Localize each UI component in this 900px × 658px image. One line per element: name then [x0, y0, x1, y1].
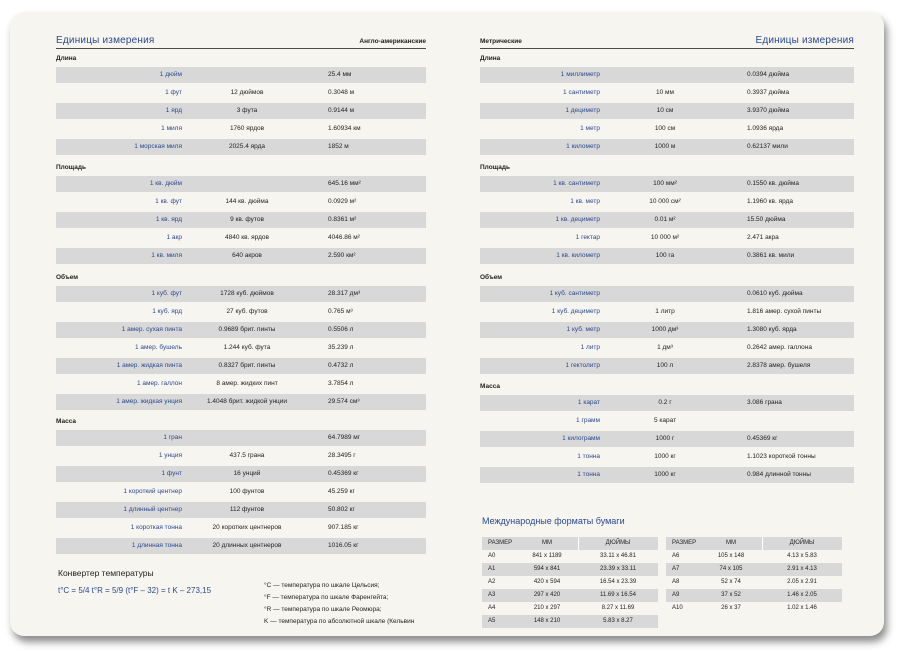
cell-c3: 15.50 дюйма: [747, 216, 786, 223]
cell-c3: 0.3937 дюйма: [747, 89, 790, 96]
left-page: [56, 12, 426, 636]
cell-c2: 112 фунтов: [229, 506, 265, 513]
paper-cell-c: 11.69 x 16.54: [600, 592, 636, 598]
cell-c3: 0.5506 л: [328, 326, 354, 333]
cell-c1: 1 дюйм: [159, 71, 182, 78]
paper-cell-a: А1: [488, 566, 496, 572]
section-title: Площадь: [56, 164, 86, 171]
section-title: Длина: [480, 55, 501, 62]
cell-c1: 1 кв. фут: [155, 198, 182, 205]
cell-c1: 1 сантиметр: [563, 89, 600, 96]
cell-c2: 10 000 м²: [650, 234, 680, 241]
cell-c2: 1000 г: [655, 435, 675, 442]
conversion-row: [56, 502, 426, 518]
section-subtitle: Метрические: [480, 38, 522, 45]
cell-c2: 0.01 м²: [654, 216, 676, 223]
paper-cell-b: 420 x 594: [533, 579, 561, 585]
conversion-row: [480, 431, 854, 447]
conversion-row: [56, 520, 426, 536]
paper-cell-c: 2.91 x 4.13: [787, 566, 817, 572]
cell-c2: 0.8327 брит. пинты: [218, 362, 276, 369]
section-subtitle: Англо-американские: [359, 38, 426, 45]
conversion-row: [56, 103, 426, 119]
paper-formats-title: Международные форматы бумаги: [482, 516, 625, 526]
cell-c1: 1 куб. метр: [566, 326, 600, 333]
page-title: Единицы измерения: [56, 35, 155, 46]
paper-header-cell: РАЗМЕР: [488, 540, 513, 546]
cell-c2: 10 см: [656, 107, 674, 114]
cell-c3: 45.259 кг: [328, 488, 355, 495]
cell-c1: 1 амер. жидкая пинта: [116, 362, 182, 369]
cell-c2: 5 карат: [653, 417, 677, 424]
cell-c2: 1000 кг: [654, 453, 676, 460]
paper-row: [482, 589, 658, 602]
paper-cell-a: А4: [488, 605, 496, 611]
cell-c1: 1 грамм: [576, 417, 600, 424]
cell-c2: 100 см: [654, 125, 676, 132]
cell-c1: 1 куб. ярд: [152, 308, 182, 315]
cell-c3: 28.3495 г: [328, 452, 356, 459]
note-line: °F — температура по шкале Фаренгейта;: [264, 594, 389, 601]
paper-row: [666, 550, 842, 563]
cell-c3: 3.7854 л: [328, 380, 354, 387]
cell-c1: 1 амер. сухая пинта: [121, 326, 182, 333]
cell-c3: 1.1960 кв. ярда: [747, 198, 793, 205]
paper-cell-b: 105 x 148: [717, 553, 745, 559]
cell-c1: 1 акр: [166, 234, 182, 241]
conversion-row: [56, 340, 426, 356]
conversion-row: [480, 230, 854, 246]
converter-title: Конвертер температуры: [58, 568, 154, 578]
paper-header-cell: РАЗМЕР: [672, 540, 697, 546]
paper-row: [666, 563, 842, 576]
cell-c1: 1 кв. сантиметр: [553, 180, 600, 187]
cell-c3: 0.45369 кг: [328, 470, 359, 477]
cell-c1: 1 амер. жидкая унция: [116, 398, 182, 405]
paper-header-cell: ДЮЙМЫ: [605, 540, 631, 546]
cell-c3: 0.4732 л: [328, 362, 354, 369]
cell-c2: 437.5 грана: [229, 452, 265, 459]
conversion-row: [480, 395, 854, 411]
cell-c3: 0.62137 мили: [747, 143, 788, 150]
cell-c2: 1000 м: [654, 143, 676, 150]
paper-row: [482, 576, 658, 589]
cell-c2: 27 куб. футов: [226, 308, 268, 315]
cell-c3: 0.984 длинной тонны: [747, 471, 811, 478]
cell-c2: 16 унций: [233, 470, 261, 477]
conversion-row: [480, 413, 854, 429]
cell-c1: 1 длинный центнер: [123, 506, 182, 513]
cell-c3: 35.239 л: [328, 344, 354, 351]
cell-c2: 100 мм²: [653, 180, 677, 187]
paper-cell-a: А9: [672, 592, 680, 598]
cell-c3: 0.3048 м: [328, 89, 355, 96]
cell-c1: 1 километр: [566, 143, 600, 150]
cell-c3: 0.3861 кв. мили: [747, 252, 795, 259]
cell-c3: 645.16 мм²: [328, 180, 361, 187]
cell-c1: 1 тонна: [577, 453, 600, 460]
paper-header-row: [482, 537, 658, 550]
conversion-row: [480, 322, 854, 338]
cell-c3: 0.1550 кв. дюйма: [747, 180, 799, 187]
paper-cell-b: 210 x 297: [533, 605, 561, 611]
paper-cell-b: 52 x 74: [721, 579, 741, 585]
paper-cell-c: 1.02 x 1.46: [787, 605, 817, 611]
conversion-row: [56, 304, 426, 320]
conversion-row: [56, 121, 426, 137]
paper-cell-c: 2.05 x 2.91: [787, 579, 817, 585]
cell-c1: 1 гектар: [575, 234, 600, 241]
paper-cell-a: А6: [672, 553, 680, 559]
cell-c3: 50.802 кг: [328, 506, 355, 513]
cell-c3: 2.590 км²: [328, 252, 356, 259]
cell-c2: 1760 ярдов: [229, 125, 265, 132]
cell-c3: 0.9144 м: [328, 107, 355, 114]
cell-c1: 1 миллиметр: [560, 71, 600, 78]
paper-cell-b: 841 x 1189: [532, 553, 562, 559]
section-title: Масса: [480, 383, 501, 390]
cell-c2: 8 амер. жидких пинт: [216, 380, 278, 387]
paper-cell-c: 16.54 x 23.39: [599, 579, 637, 585]
cell-c3: 0.765 м³: [328, 308, 353, 315]
cell-c1: 1 кв. метр: [570, 198, 600, 205]
cell-c1: 1 кв. миля: [151, 252, 182, 259]
conversion-row: [56, 286, 426, 302]
paper-table-right: [666, 537, 842, 615]
conversion-row: [56, 322, 426, 338]
cell-c3: 1852 м: [328, 143, 349, 150]
cell-c1: 1 литр: [580, 344, 600, 351]
paper-header-row: [666, 537, 842, 550]
page-title: Единицы измерения: [755, 35, 854, 46]
cell-c2: 144 кв. дюйма: [225, 198, 269, 205]
book-spread: [10, 12, 884, 636]
left-header: [56, 28, 426, 49]
paper-row: [482, 563, 658, 576]
cell-c2: 1.4048 брит. жидкой унции: [206, 398, 288, 405]
cell-c3: 907.185 кг: [328, 524, 359, 531]
paper-table-left: [482, 537, 658, 628]
cell-c2: 100 л: [656, 362, 674, 369]
paper-row: [666, 576, 842, 589]
cell-c3: 0.8361 м²: [328, 216, 357, 223]
conversion-row: [480, 194, 854, 210]
cell-c2: 100 га: [655, 252, 675, 259]
conversion-row: [56, 430, 426, 446]
cell-c2: 0.9689 брит. пинты: [218, 326, 276, 333]
cell-c2: 1000 дм³: [651, 326, 679, 333]
conversion-row: [56, 67, 426, 83]
conversion-row: [56, 230, 426, 246]
cell-c3: 4046.86 м²: [328, 234, 360, 241]
cell-c3: 0.45369 кг: [747, 435, 778, 442]
conversion-row: [56, 248, 426, 264]
note-line: K — температура по абсолютной шкале (Кельвин: [264, 618, 415, 625]
cell-c3: 0.0394 дюйма: [747, 71, 790, 78]
paper-cell-a: А2: [488, 579, 496, 585]
conversion-row: [480, 467, 854, 483]
cell-c2: 1.244 куб. фута: [223, 344, 271, 351]
temperature-notes: [264, 580, 414, 628]
cell-c2: 1728 куб. дюймов: [220, 290, 274, 297]
cell-c1: 1 куб. фут: [151, 290, 182, 297]
paper-cell-a: А5: [488, 618, 496, 624]
cell-c2: 10 000 см²: [649, 198, 681, 205]
note-line: °R — температура по шкале Реомюра;: [264, 606, 382, 613]
conversion-row: [56, 212, 426, 228]
column-divider: [762, 537, 763, 550]
cell-c1: 1 кв. километр: [556, 252, 600, 259]
right-header: [480, 28, 854, 49]
cell-c3: 1.1023 короткой тонны: [747, 453, 816, 460]
cell-c1: 1 куб. сантиметр: [549, 290, 600, 297]
paper-cell-c: 5.83 x 8.27: [603, 618, 633, 624]
cell-c1: 1 длинная тонна: [131, 542, 182, 549]
cell-c3: 28.317 дм³: [328, 290, 361, 297]
paper-row: [482, 602, 658, 615]
conversion-row: [480, 176, 854, 192]
cell-c3: 64.7989 мг: [328, 434, 361, 441]
cell-c1: 1 кв. ярд: [155, 216, 182, 223]
paper-row: [482, 615, 658, 628]
cell-c1: 1 гран: [163, 434, 182, 441]
conversion-row: [56, 176, 426, 192]
cell-c1: 1 фут: [165, 89, 182, 96]
cell-c2: 3 фута: [236, 107, 258, 114]
paper-cell-a: А10: [672, 605, 683, 611]
cell-c3: 0.0929 м²: [328, 198, 357, 205]
cell-c1: 1 амер. галлон: [136, 380, 182, 387]
cell-c1: 1 короткий центнер: [123, 488, 182, 495]
conversion-row: [56, 139, 426, 155]
cell-c2: 4840 кв. ярдов: [224, 234, 270, 241]
cell-c1: 1 дециметр: [565, 107, 600, 114]
section-title: Площадь: [480, 164, 510, 171]
cell-c3: 1016.05 кг: [328, 542, 359, 549]
conversion-row: [480, 139, 854, 155]
paper-cell-b: 74 x 105: [719, 566, 743, 572]
paper-header-cell: ММ: [726, 540, 736, 546]
cell-c1: 1 морская миля: [134, 143, 182, 150]
conversion-row: [480, 103, 854, 119]
cell-c3: 29.574 см³: [328, 398, 360, 405]
paper-row: [482, 550, 658, 563]
paper-cell-b: 594 x 841: [533, 566, 561, 572]
conversion-row: [480, 67, 854, 83]
paper-cell-a: А0: [488, 553, 496, 559]
cell-c1: 1 тонна: [577, 471, 600, 478]
converter-formula: t°C = 5/4 t°R = 5/9 (t°F – 32) = t K – 273,15: [58, 586, 212, 595]
cell-c2: 1000 кг: [654, 471, 676, 478]
conversion-row: [480, 212, 854, 228]
conversion-row: [480, 449, 854, 465]
paper-row: [666, 602, 842, 615]
cell-c1: 1 миля: [161, 125, 182, 132]
paper-row: [666, 589, 842, 602]
paper-cell-a: А3: [488, 592, 496, 598]
cell-c1: 1 фунт: [161, 470, 182, 477]
cell-c3: 2.8378 амер. бушеля: [747, 362, 811, 369]
cell-c3: 1.0936 ярда: [747, 125, 784, 132]
conversion-row: [480, 286, 854, 302]
conversion-row: [56, 194, 426, 210]
conversion-row: [480, 340, 854, 356]
section-title: Объем: [480, 274, 503, 281]
paper-cell-c: 1.46 x 2.05: [787, 592, 817, 598]
right-page: [480, 12, 854, 636]
cell-c1: 1 гектолитр: [565, 362, 600, 369]
conversion-row: [480, 121, 854, 137]
paper-header-cell: ДЮЙМЫ: [789, 540, 815, 546]
conversion-row: [56, 85, 426, 101]
cell-c1: 1 куб. дециметр: [551, 308, 600, 315]
conversion-row: [56, 394, 426, 410]
cell-c3: 25.4 мм: [328, 71, 352, 78]
cell-c2: 100 фунтов: [229, 488, 265, 495]
paper-cell-c: 33.11 x 46.81: [600, 553, 636, 559]
note-line: °C — температура по шкале Цельсия;: [264, 582, 380, 589]
conversion-row: [480, 248, 854, 264]
section-title: Объем: [56, 274, 79, 281]
paper-cell-b: 297 x 420: [533, 592, 561, 598]
paper-cell-a: А7: [672, 566, 680, 572]
cell-c2: 0.2 г: [658, 399, 672, 406]
cell-c3: 0.0610 куб. дюйма: [747, 290, 803, 297]
cell-c2: 9 кв. футов: [230, 216, 264, 223]
cell-c3: 2.471 акра: [747, 234, 779, 241]
paper-cell-b: 26 x 37: [721, 605, 741, 611]
cell-c3: 0.2642 амер. галлона: [747, 344, 812, 351]
cell-c1: 1 амер. бушель: [135, 344, 182, 351]
section-title: Масса: [56, 418, 77, 425]
cell-c3: 1.60934 км: [328, 125, 361, 132]
paper-cell-c: 8.27 x 11.69: [601, 605, 635, 611]
cell-c2: 12 дюймов: [230, 89, 264, 96]
cell-c1: 1 килограмм: [562, 435, 600, 442]
cell-c1: 1 короткая тонна: [130, 524, 182, 531]
cell-c2: 640 акров: [232, 252, 262, 259]
conversion-row: [480, 358, 854, 374]
cell-c3: 1.816 амер. сухой пинты: [747, 308, 822, 315]
conversion-row: [56, 448, 426, 464]
cell-c1: 1 кв. дециметр: [555, 216, 600, 223]
conversion-row: [56, 538, 426, 554]
cell-c2: 20 коротких центнеров: [212, 524, 282, 531]
paper-header-cell: ММ: [542, 540, 552, 546]
column-divider: [578, 537, 579, 550]
paper-cell-a: А8: [672, 579, 680, 585]
cell-c2: 1 литр: [655, 308, 675, 315]
cell-c3: 1.3080 куб. ярда: [747, 326, 797, 333]
cell-c2: 20 длинных центнеров: [212, 542, 282, 549]
paper-cell-b: 37 x 52: [721, 592, 741, 598]
cell-c2: 1 дм³: [657, 344, 673, 351]
conversion-row: [56, 484, 426, 500]
cell-c1: 1 метр: [580, 125, 600, 132]
cell-c1: 1 карат: [577, 399, 600, 406]
cell-c1: 1 унция: [158, 452, 182, 459]
conversion-row: [480, 85, 854, 101]
cell-c3: 3.086 грана: [747, 399, 782, 406]
cell-c2: 2025.4 ярда: [228, 143, 266, 150]
cell-c3: 3.9370 дюйма: [747, 107, 790, 114]
conversion-row: [56, 358, 426, 374]
paper-cell-b: 148 x 210: [533, 618, 561, 624]
conversion-row: [56, 376, 426, 392]
section-title: Длина: [56, 55, 77, 62]
cell-c2: 10 мм: [656, 89, 674, 96]
paper-cell-c: 4.13 x 5.83: [787, 553, 817, 559]
conversion-row: [56, 466, 426, 482]
conversion-row: [480, 304, 854, 320]
paper-cell-c: 23.39 x 33.11: [600, 566, 636, 572]
cell-c1: 1 ярд: [165, 107, 182, 114]
cell-c1: 1 кв. дюйм: [149, 180, 182, 187]
